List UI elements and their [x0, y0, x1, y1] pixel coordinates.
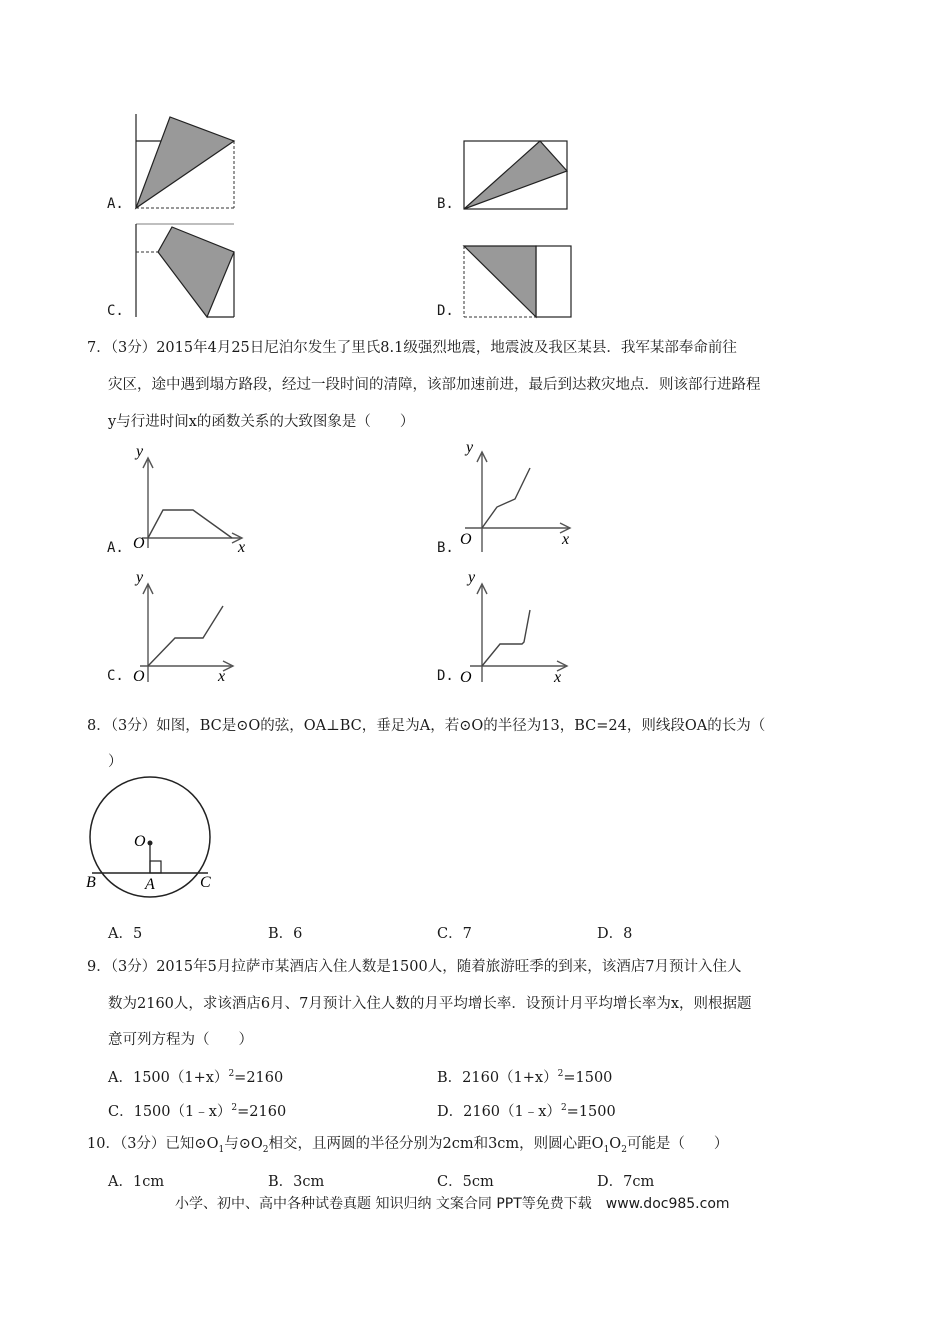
q6-figure-a [130, 112, 240, 212]
q10-stem: 10．（3分）已知$⊙O_1$与$⊙O_2$相交，且两圆的半径分别为2cm和3cm，则圆心距$O_1O_2$可能是（ ） [87, 1136, 729, 1155]
q7d-x-label: x [554, 669, 562, 686]
q8-option-a[interactable]: A．5 [108, 926, 143, 942]
q6-option-c-label: C. [107, 303, 124, 319]
q7-option-a-label: A. [107, 540, 124, 556]
q9-option-a[interactable]: A．$1500(1+x)^2=2160$ [108, 1069, 284, 1086]
q8-stem-line-1: 8．（3分）如图，BC是⊙O的弦，OA⊥BC，垂足为A，若⊙O的半径为13，BC=24，则线段OA的长为（ [87, 718, 766, 734]
q8-label-c: C [200, 874, 211, 891]
q7-option-c-label: C. [107, 668, 124, 684]
q9-stem-line-1: 9．（3分）2015年5月拉萨市某酒店入住人数是1500人，随着旅游旺季的到来，该酒店7月预计入住人 [87, 959, 742, 975]
q10-option-d[interactable]: D．7cm [597, 1174, 655, 1190]
q8-stem-line-2: ） [108, 754, 123, 770]
q7c-y-label: y [136, 569, 144, 586]
q8-label-b: B [86, 874, 96, 891]
q7-graph-a [130, 443, 255, 556]
q10-option-a[interactable]: A．1cm [108, 1174, 165, 1190]
q7a-x-label: x [238, 539, 246, 556]
q6-figure-c [130, 222, 240, 322]
q10-option-b[interactable]: B．3cm [268, 1174, 325, 1190]
q7b-x-label: x [562, 531, 570, 548]
q8-option-b[interactable]: B．6 [268, 926, 303, 942]
q7d-y-label: y [468, 569, 476, 586]
q7-stem-line-3: y与行进时间x的函数关系的大致图象是（ ） [108, 414, 415, 430]
q6-figure-b [460, 135, 572, 215]
q6-option-b-label: B. [437, 196, 454, 212]
q7b-y-label: y [466, 439, 474, 456]
q8-label-o: O [134, 833, 146, 850]
q7-option-d-label: D. [437, 668, 454, 684]
q7c-x-label: x [218, 668, 226, 685]
q9-stem-line-3: 意可列方程为（ ） [108, 1032, 253, 1048]
footer-text: 小学、初中、高中各种试卷真题 知识归纳 文案合同 PPT等免费下载 www.doc985.com [175, 1196, 730, 1212]
q9-option-d[interactable]: D．2160（1﹣x）$^2$=1500 [437, 1103, 616, 1120]
q7c-origin: O [133, 668, 145, 685]
q7b-origin: O [460, 531, 472, 548]
q7-stem-line-2: 灾区，途中遇到塌方路段，经过一段时间的清障，该部加速前进，最后到达救灾地点．则该部行进路程 [108, 377, 761, 393]
q8-option-c[interactable]: C．7 [437, 926, 472, 942]
q9-stem-line-2: 数为2160人，求该酒店6月、7月预计入住人数的月平均增长率．设预计月平均增长率为x，则根据题 [108, 996, 752, 1012]
q8-option-d[interactable]: D．8 [597, 926, 633, 942]
q7a-origin: O [133, 535, 145, 552]
q8-circle-figure [82, 788, 222, 898]
q8-label-a: A [145, 876, 155, 893]
q7d-origin: O [460, 669, 472, 686]
q7-stem-line-1: 7．（3分）2015年4月25日尼泊尔发生了里氏8.1级强烈地震，地震波及我区某县．我军某部奉命前往 [87, 340, 737, 356]
q6-figure-d [460, 243, 575, 319]
q6-option-d-label: D. [437, 303, 454, 319]
q10-option-c[interactable]: C．5cm [437, 1174, 494, 1190]
q7-graph-d [460, 569, 572, 686]
q7a-y-label: y [136, 443, 144, 460]
q9-option-c[interactable]: C．1500（1﹣x）$^2$=2160 [108, 1103, 287, 1120]
q7-option-b-label: B. [437, 540, 454, 556]
q7-graph-b [460, 440, 580, 555]
q6-option-a-label: A. [107, 196, 124, 212]
q7-graph-c [130, 569, 240, 685]
q9-option-b[interactable]: B．$2160(1+x)^2=1500$ [437, 1069, 613, 1086]
